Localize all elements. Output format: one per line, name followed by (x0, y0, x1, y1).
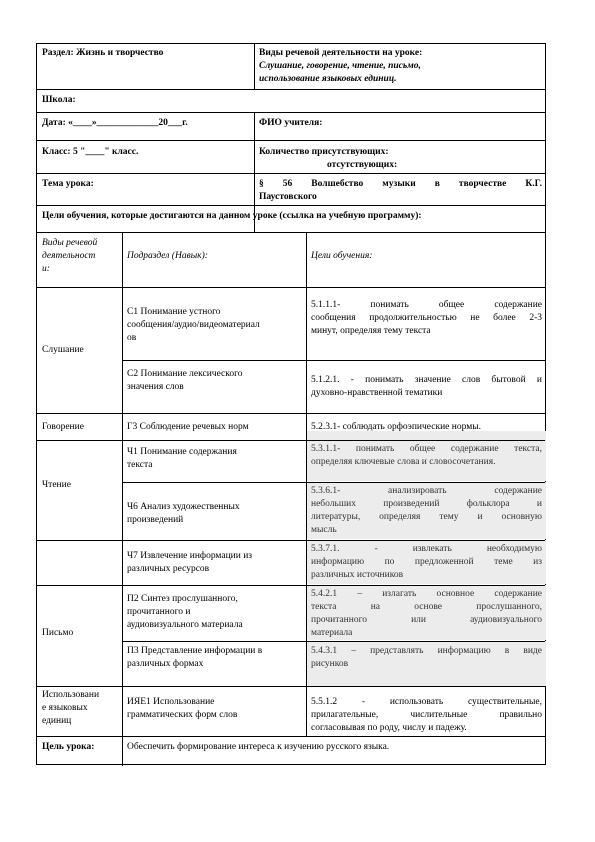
goal-5361-cont: литературы, определяя тему и основную (311, 512, 542, 522)
goal-5512: 5.5.1.2 - использовать существительные, (311, 697, 542, 707)
lesson-topic-cont: Паустовского (259, 192, 317, 202)
skill-p2-cont: аудиовизуального материала (127, 620, 243, 630)
activity-language-units-cont: е языковых (42, 703, 88, 713)
col-header-subsection: Подраздел (Навык): (127, 251, 208, 261)
skill-c1-cont: ов (127, 333, 137, 343)
col-header-activity: Виды речевой (42, 238, 98, 248)
col-divider (122, 736, 123, 766)
activity-reading: Чтение (42, 480, 71, 490)
goal-5361-cont: небольших произведений фольклора и (311, 499, 542, 509)
date-field: Дата: «____»_____________20___г. (42, 118, 188, 128)
goal-5111: 5.1.1.1- понимать общее содержание (311, 300, 542, 310)
row-divider (37, 173, 545, 174)
goal-5361-cont: мысль (311, 525, 337, 535)
col-divider (254, 44, 255, 89)
lesson-aim-label: Цель урока: (42, 742, 95, 752)
skill-c1-cont: сообщения/аудио/видеоматериал (127, 320, 260, 330)
goal-5111-cont: сообщения продолжительностью не более 2-3 (311, 313, 542, 323)
goal-5421-cont: прочитанного или аудиовизуального (311, 615, 542, 625)
skill-ch6-cont: произведений (127, 515, 184, 525)
skill-ch7-cont: различных ресурсов (127, 564, 210, 574)
row-divider (37, 287, 545, 288)
topic-label: Тема урока: (42, 179, 94, 189)
activity-writing: Письмо (42, 628, 74, 638)
col-divider (306, 232, 307, 736)
skill-iye1: ИЯЕ1 Использование (127, 697, 215, 707)
teacher-field: ФИО учителя: (259, 118, 323, 128)
goal-5421-cont: текста на основе прослушанного, (311, 602, 542, 612)
skill-p3: П3 Представление информации в (127, 646, 263, 656)
goal-5371-cont: различных источников (311, 570, 404, 580)
col-header-goals: Цели обучения: (311, 251, 373, 261)
row-divider (37, 540, 545, 541)
row-divider (37, 140, 545, 141)
goal-5111-cont: минут, определяя тему текста (311, 326, 431, 336)
goal-5121-cont: духовно-нравственной тематики (311, 388, 443, 398)
goal-5512-cont: прилагательные, числительные правильно (311, 710, 542, 720)
skill-g3: Г3 Соблюдение речевых норм (127, 422, 249, 432)
row-divider (37, 232, 545, 233)
skill-iye1-cont: грамматических форм слов (127, 710, 238, 720)
goal-5121: 5.1.2.1. - понимать значение слов бытовой и (311, 375, 542, 385)
skill-c2: С2 Понимание лексического (127, 369, 243, 379)
goals-heading: Цели обучения, которые достигаются на данном уроке (ссылка на учебную программу): (42, 211, 422, 221)
row-divider (37, 112, 545, 113)
goal-5371-cont: информацию по предложенной теме из (311, 557, 542, 567)
col-divider (122, 232, 123, 736)
lesson-topic: § 56 Волшебство музыки в творчестве К.Г. (259, 179, 542, 189)
goal-5431-cont: рисунков (311, 659, 349, 669)
skill-ch1: Ч1 Понимание содержания (127, 447, 237, 457)
lesson-aim-text: Обеспечить формирование интереса к изучению русского языка. (127, 742, 390, 752)
speech-activity-list: Слушание, говорение, чтение, письмо, (259, 61, 421, 71)
activity-speaking: Говорение (42, 422, 84, 432)
goal-5431: 5.4.3.1 – представлять информацию в виде (311, 646, 542, 656)
goal-5512-cont: согласовывая по роду, числу и падежу. (311, 723, 467, 733)
present-count-label: Количество присутствующих: (259, 147, 389, 157)
goal-5421: 5.4.2.1 – излагать основное содержание (311, 589, 542, 599)
row-divider (37, 205, 545, 206)
skill-p3-cont: различных формах (127, 659, 204, 669)
skill-c2-cont: значения слов (127, 382, 184, 392)
lesson-plan-table (36, 43, 546, 765)
goal-5371: 5.3.7.1. - извлекать необходимую (311, 544, 542, 554)
goal-5311-cont: определяя ключевые слова и словосочетания. (311, 457, 496, 467)
goal-5361: 5.3.6.1- анализировать содержание (311, 486, 542, 496)
goal-5231: 5.2.3.1- соблюдать орфоэпические нормы. (311, 422, 481, 432)
activity-language-units: Использовани (42, 690, 100, 700)
row-divider (122, 482, 545, 483)
skill-ch1-cont: текста (127, 460, 153, 470)
col-header-activity-cont: и: (42, 264, 50, 274)
activity-language-units-cont: единиц (42, 716, 72, 726)
activity-listening: Слушание (42, 345, 84, 355)
col-header-activity-cont: деятельност (42, 251, 96, 261)
skill-c1: С1 Понимание устного (127, 307, 221, 317)
school-label: Школа: (42, 95, 76, 105)
row-divider (37, 736, 545, 737)
skill-ch6: Ч6 Анализ художественных (127, 502, 240, 512)
speech-activity-list-cont: использование языковых единиц. (259, 74, 397, 84)
speech-activity-label: Виды речевой деятельности на уроке: (259, 48, 423, 58)
goal-5421-cont: материала (311, 628, 353, 638)
row-divider (37, 89, 545, 90)
row-divider (122, 360, 545, 361)
skill-p2-cont: прочитанного и (127, 607, 191, 617)
goal-5311: 5.3.1.1- понимать общее содержание текста, (311, 444, 542, 454)
row-divider (122, 641, 545, 642)
skill-ch7: Ч7 Извлечение информации из (127, 551, 253, 561)
absent-count-label: отсутствующих: (327, 160, 398, 170)
class-field: Класс: 5 "____" класс. (42, 147, 139, 157)
row-divider (37, 686, 545, 687)
section-label: Раздел: Жизнь и творчество (42, 48, 164, 58)
row-divider (37, 413, 545, 414)
row-divider (37, 585, 545, 586)
skill-p2: П2 Синтез прослушанного, (127, 594, 238, 604)
row-divider (37, 440, 545, 441)
